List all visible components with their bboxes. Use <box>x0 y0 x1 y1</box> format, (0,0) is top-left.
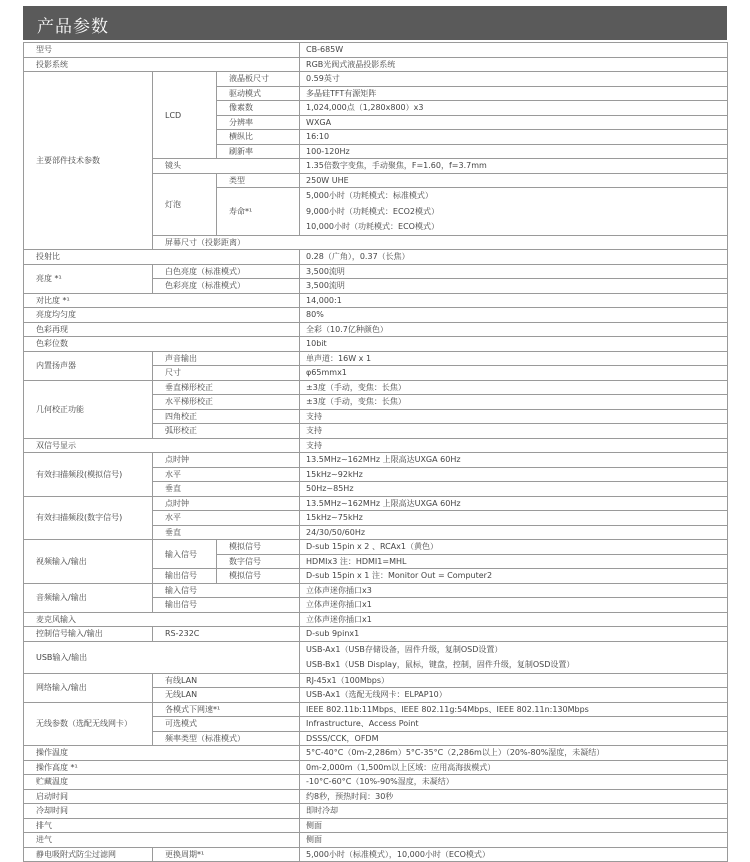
table-row <box>24 746 728 761</box>
row-label: 投射比 <box>24 250 300 265</box>
row-value: DSSS/CCK，OFDM <box>300 731 728 746</box>
row-label: 双信号显示 <box>24 438 300 453</box>
row-label: 模拟信号 <box>217 540 300 555</box>
table-row <box>24 337 728 352</box>
row-label: 声音输出 <box>153 351 300 366</box>
row-label: 输入信号 <box>153 583 300 598</box>
row-value: 16:10 <box>300 130 728 145</box>
table-row <box>24 775 728 790</box>
table-row <box>24 641 728 673</box>
row-label: 进气 <box>24 833 300 848</box>
row-label: 驱动模式 <box>217 86 300 101</box>
row-label: 色彩再现 <box>24 322 300 337</box>
row-value: φ65mmx1 <box>300 366 728 381</box>
row-value: 支持 <box>300 409 728 424</box>
group-label: 控制信号输入/输出 <box>24 627 153 642</box>
row-label: 型号 <box>24 43 300 58</box>
row-label: 对比度 *¹ <box>24 293 300 308</box>
table-row <box>24 264 728 279</box>
usb-line: USB-Bx1（USB Display，鼠标，键盘，控制，固件升级，复制OSD设置） <box>306 660 575 669</box>
table-row <box>24 293 728 308</box>
lamp-life-line: 9,000小时（功耗模式：ECO2模式） <box>306 206 439 216</box>
row-label: 四角校正 <box>153 409 300 424</box>
row-value: WXGA <box>300 115 728 130</box>
group-label: 几何校正功能 <box>24 380 153 438</box>
group-label: 无线参数（选配无线网卡） <box>24 702 153 746</box>
lamp-life-line: 10,000小时（功耗模式：ECO模式） <box>306 222 439 231</box>
row-label: 各模式下网速*¹ <box>153 702 300 717</box>
row-label: 更换周期*¹ <box>153 847 300 862</box>
section-header <box>23 6 727 40</box>
row-value: 立体声迷你插口x1 <box>300 598 728 613</box>
table-row <box>24 804 728 819</box>
group-label: 亮度 *¹ <box>24 264 153 293</box>
row-label: 模拟信号 <box>217 569 300 584</box>
row-value: RGB光阀式液晶投影系统 <box>300 57 728 72</box>
table-row <box>24 72 728 87</box>
row-value: 50Hz~85Hz <box>300 482 728 497</box>
row-value: 24/30/50/60Hz <box>300 525 728 540</box>
table-row <box>24 702 728 717</box>
row-value: 0m-2,000m（1,500m以上区域：应用高海拔模式） <box>300 760 728 775</box>
row-value: USB-Ax1（选配无线网卡：ELPAP10） <box>300 688 728 703</box>
row-label: 尺寸 <box>153 366 300 381</box>
row-label: 水平梯形校正 <box>153 395 300 410</box>
row-value: 3,500流明 <box>300 279 728 294</box>
row-label: 液晶板尺寸 <box>217 72 300 87</box>
group-label: USB输入/输出 <box>24 641 300 673</box>
table-row <box>24 43 728 58</box>
row-value: ±3度（手动，变焦：长焦） <box>300 395 728 410</box>
row-label: 色彩位数 <box>24 337 300 352</box>
table-row <box>24 673 728 688</box>
group-label: 主要部件技术参数 <box>24 72 153 250</box>
row-value: 多晶硅TFT有源矩阵 <box>300 86 728 101</box>
table-row <box>24 308 728 323</box>
table-row <box>24 818 728 833</box>
row-value: IEEE 802.11b:11Mbps、IEEE 802.11g:54Mbps、IEEE 802.11n:130Mbps <box>300 702 728 717</box>
table-row <box>24 612 728 627</box>
row-label: 刷新率 <box>217 144 300 159</box>
subgroup-label: 输出信号 <box>153 569 217 584</box>
table-row <box>24 789 728 804</box>
table-row <box>24 847 728 862</box>
row-label: 分辨率 <box>217 115 300 130</box>
row-value: ±3度（手动，变焦：长焦） <box>300 380 728 395</box>
row-label: 可选模式 <box>153 717 300 732</box>
row-label: 频率类型（标准模式） <box>153 731 300 746</box>
table-row <box>24 57 728 72</box>
row-label: 水平 <box>153 511 300 526</box>
row-value: 15kHz~92kHz <box>300 467 728 482</box>
row-value: 5°C-40°C（0m-2,286m）5°C-35°C（2,286m以上）（20%-80%湿度，未凝结） <box>300 746 728 761</box>
row-label: RS-232C <box>153 627 300 642</box>
row-value: CB-685W <box>300 43 728 58</box>
spec-table <box>23 42 728 862</box>
lamp-life-line: 5,000小时（功耗模式：标准模式） <box>306 191 433 200</box>
row-label: 有线LAN <box>153 673 300 688</box>
row-label: 麦克风输入 <box>24 612 300 627</box>
row-value: 立体声迷你插口x1 <box>300 612 728 627</box>
table-row <box>24 250 728 265</box>
group-label: 静电吸附式防尘过滤网 <box>24 847 153 862</box>
group-label: 网络输入/输出 <box>24 673 153 702</box>
row-value: 13.5MHz~162MHz 上限高达UXGA 60Hz <box>300 453 728 468</box>
table-row <box>24 583 728 598</box>
row-value <box>300 188 728 236</box>
table-row <box>24 540 728 555</box>
usb-line: USB-Ax1（USB存储设备，固件升级，复制OSD设置） <box>306 644 503 654</box>
table-row <box>24 380 728 395</box>
row-label: 输出信号 <box>153 598 300 613</box>
row-value: D-sub 9pinx1 <box>300 627 728 642</box>
row-value: 13.5MHz~162MHz 上限高达UXGA 60Hz <box>300 496 728 511</box>
row-label: 白色亮度（标准模式） <box>153 264 300 279</box>
row-value: 即时冷却 <box>300 804 728 819</box>
row-label: 操作温度 <box>24 746 300 761</box>
table-row <box>24 496 728 511</box>
row-value: Infrastructure、Access Point <box>300 717 728 732</box>
row-value: 1.35倍数字变焦，手动聚焦，F=1.60，f=3.7mm <box>300 159 728 174</box>
row-label: 无线LAN <box>153 688 300 703</box>
row-label: 横纵比 <box>217 130 300 145</box>
row-label: 排气 <box>24 818 300 833</box>
row-value: -10°C-60°C（10%-90%湿度，未凝结） <box>300 775 728 790</box>
row-value: 5,000小时（标准模式），10,000小时（ECO模式） <box>300 847 728 862</box>
section-title: 产品参数 <box>37 17 109 37</box>
row-value: D-sub 15pin x 1 注：Monitor Out = Computer2 <box>300 569 728 584</box>
table-row <box>24 833 728 848</box>
table-row <box>24 322 728 337</box>
row-label: 投影系统 <box>24 57 300 72</box>
row-label: 寿命*¹ <box>217 188 300 236</box>
group-label: 有效扫描频段(数字信号) <box>24 496 153 540</box>
row-label: 贮藏温度 <box>24 775 300 790</box>
row-label: 类型 <box>217 173 300 188</box>
table-row <box>24 351 728 366</box>
row-label: 镜头 <box>153 159 300 174</box>
row-label: 点时钟 <box>153 453 300 468</box>
row-label: 垂直 <box>153 482 300 497</box>
row-label: 垂直梯形校正 <box>153 380 300 395</box>
subgroup-label: 输入信号 <box>153 540 217 569</box>
row-label: 水平 <box>153 467 300 482</box>
row-value: 侧面 <box>300 833 728 848</box>
subgroup-label: 灯泡 <box>153 173 217 235</box>
row-label: 弧形校正 <box>153 424 300 439</box>
row-label: 垂直 <box>153 525 300 540</box>
table-row <box>24 453 728 468</box>
row-label: 操作高度 *¹ <box>24 760 300 775</box>
table-row <box>24 438 728 453</box>
subgroup-label: LCD <box>153 72 217 159</box>
row-value: 全彩（10.7亿种颜色） <box>300 322 728 337</box>
row-value: 0.28（广角），0.37（长焦） <box>300 250 728 265</box>
row-value: 约8秒，预热时间：30秒 <box>300 789 728 804</box>
row-value: 15kHz~75kHz <box>300 511 728 526</box>
row-value: 10bit <box>300 337 728 352</box>
row-value: 立体声迷你插口x3 <box>300 583 728 598</box>
row-value: 3,500流明 <box>300 264 728 279</box>
table-row <box>24 627 728 642</box>
row-value: 单声道：16W x 1 <box>300 351 728 366</box>
row-value: 侧面 <box>300 818 728 833</box>
row-value: 0.59英寸 <box>300 72 728 87</box>
row-value: D-sub 15pin x 2 、RCAx1（黄色） <box>300 540 728 555</box>
row-value <box>300 641 728 673</box>
row-label: 数字信号 <box>217 554 300 569</box>
group-label: 有效扫描频段(模拟信号) <box>24 453 153 497</box>
row-value: 支持 <box>300 424 728 439</box>
row-value: 80% <box>300 308 728 323</box>
group-label: 音频输入/输出 <box>24 583 153 612</box>
row-value: HDMIx3 注：HDMI1=MHL <box>300 554 728 569</box>
row-value: 支持 <box>300 438 728 453</box>
row-value: 100-120Hz <box>300 144 728 159</box>
row-value: RJ-45x1（100Mbps） <box>300 673 728 688</box>
row-value: 1,024,000点（1,280x800）x3 <box>300 101 728 116</box>
row-label: 点时钟 <box>153 496 300 511</box>
row-label: 亮度均匀度 <box>24 308 300 323</box>
row-value: 14,000:1 <box>300 293 728 308</box>
row-label: 色彩亮度（标准模式） <box>153 279 300 294</box>
row-label: 像素数 <box>217 101 300 116</box>
table-row <box>24 760 728 775</box>
row-label: 屏幕尺寸（投影距离） <box>153 235 728 250</box>
row-label: 冷却时间 <box>24 804 300 819</box>
group-label: 内置扬声器 <box>24 351 153 380</box>
row-value: 250W UHE <box>300 173 728 188</box>
row-label: 启动时间 <box>24 789 300 804</box>
group-label: 视频输入/输出 <box>24 540 153 584</box>
